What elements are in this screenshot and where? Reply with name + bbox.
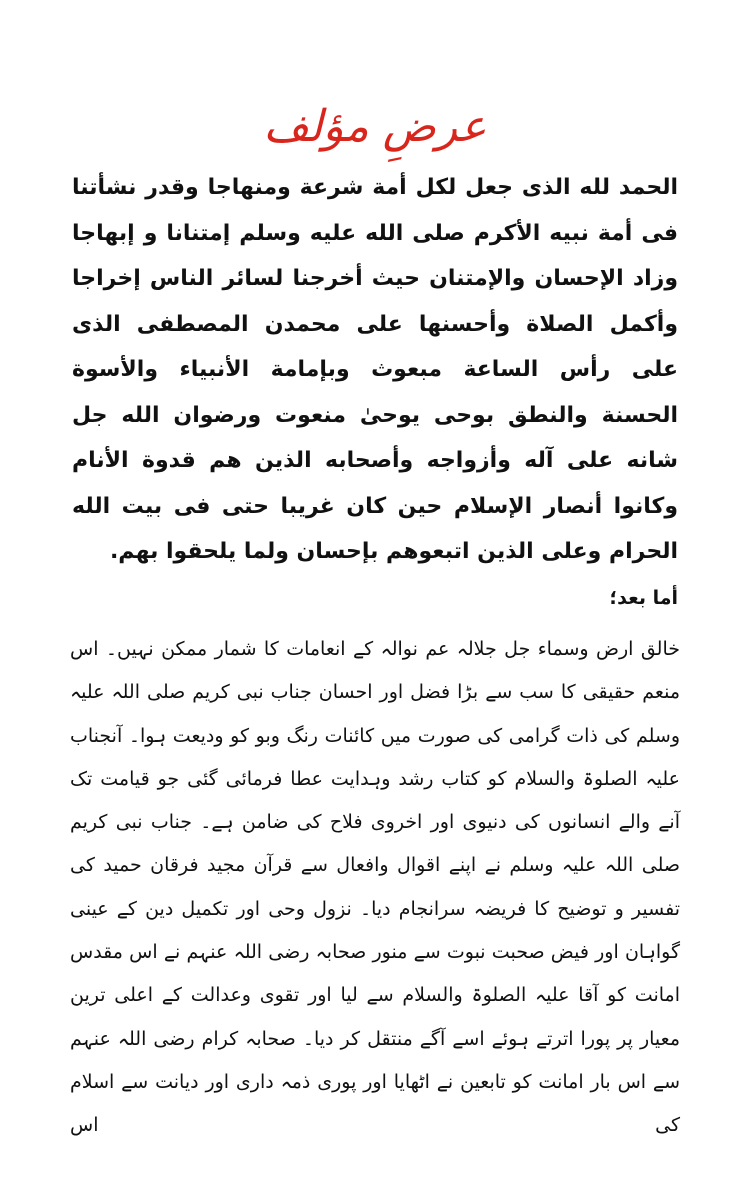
page-title: عرضِ مؤلف: [263, 101, 487, 152]
amma-bad-heading: أما بعد؛: [609, 587, 678, 609]
arabic-introduction: الحمد لله الذى جعل لكل أمة شرعة ومنهاجا وقدر نشأتنا فى أمة نبيه الأكرم صلى الله عليه وسلم إمتنانا و إبهاجا وزاد الإحسان والإمتنان حيث أخرجنا لسائر الناس إخراجا وأكمل الصلاة وأحسنها على محمدن المصطفى الذى على رأس الساعة مبعوث وبإمامة الأنبياء والأسوة الحسنة والنطق بوحى يوحىٰ منعوت ورضوان الله جل شانه على آله وأزواجه وأصحابه الذين هم قدوة الأنام وكانوا أنصار الإسلام حين كان غريبا حتى فى بيت الله الحرام وعلى الذين اتبعوهم بإحسان ولما يلحقوا بهم.: [72, 175, 678, 564]
urdu-body-text: خالق ارض وسماء جل جلالہ عم نوالہ کے انعامات کا شمار ممکن نہیں۔ اس منعم حقیقی کا سب سے بڑا فضل اور احسان جناب نبی کریم صلی اللہ علیہ وسلم کی ذات گرامی کی صورت میں کائنات رنگ وبو کو ودیعت ہوا۔ آنجناب علیہ الصلوۃ والسلام کو کتاب رشد وہدایت عطا فرمائی گئی جو قیامت تک آنے والے انسانوں کی دنیوی اور اخروی فلاح کی ضامن ہے۔ جناب نبی کریم صلی اللہ علیہ وسلم نے اپنے اقوال وافعال سے قرآن مجید فرقان حمید کی تفسیر و توضیح کا فریضہ سرانجام دیا۔ نزول وحی اور تکمیل دین کے عینی گواہان اور فیض صحبت نبوت سے منور صحابہ رضی اللہ عنہم نے اس مقدس امانت کو آقا علیہ الصلوۃ والسلام سے لیا اور تقوی وعدالت کے اعلی ترین معیار پر پورا اترتے ہوئے اسے آگے منتقل کر دیا۔ صحابہ کرام رضی اللہ عنہم سے اس بار امانت کو تابعین نے اٹھایا اور پوری ذمہ داری اور دیانت سے اسلام کی اس: [70, 638, 680, 1137]
